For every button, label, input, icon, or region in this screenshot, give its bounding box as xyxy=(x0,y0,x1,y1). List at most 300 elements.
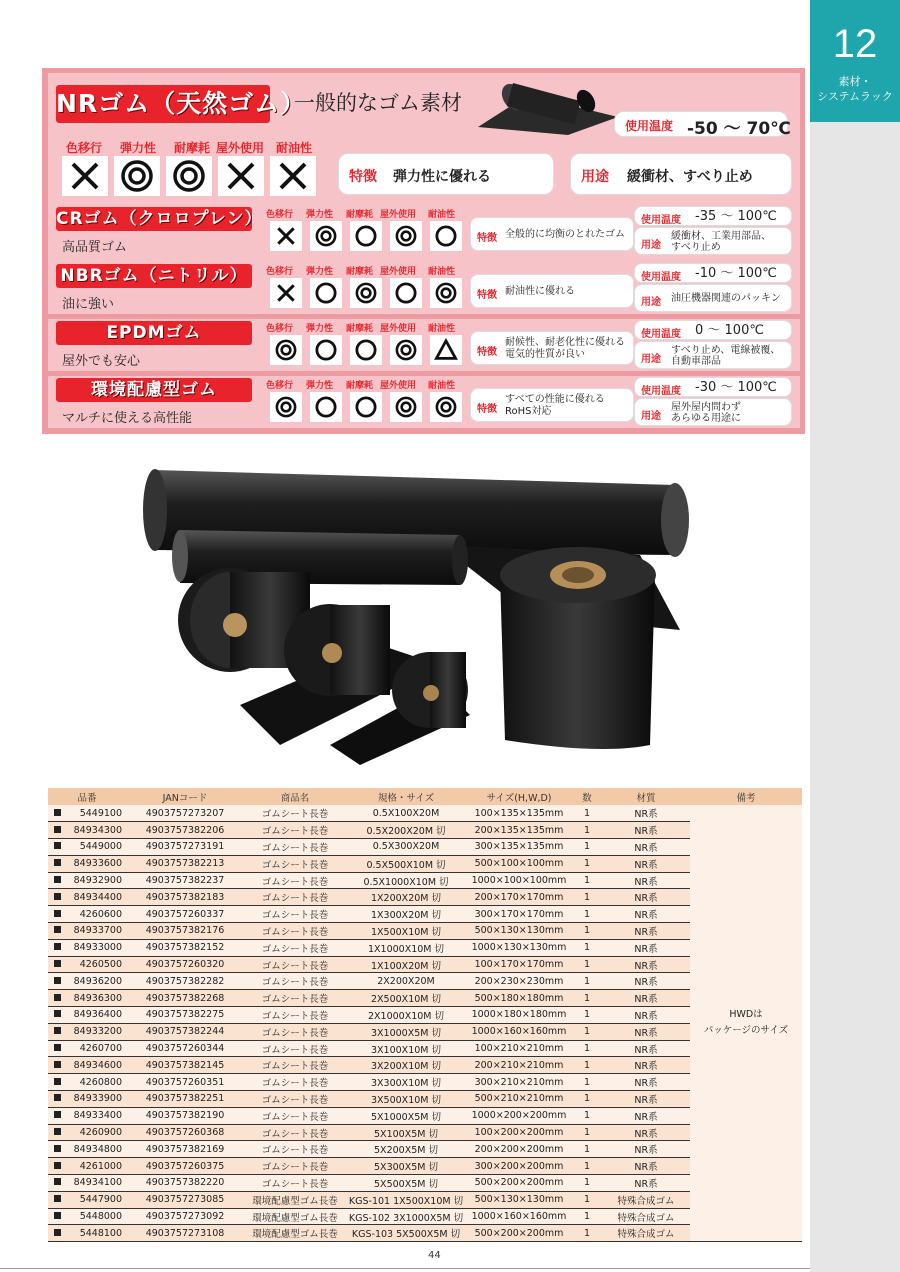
cell-qty: 1 xyxy=(572,1091,602,1108)
temp-value: -10 ～ 100℃ xyxy=(695,266,777,281)
product-code: 84933700 xyxy=(73,925,122,937)
cell-size: 500×200×200mm xyxy=(466,1225,572,1242)
feature-label: 特徴 xyxy=(477,404,497,415)
cell-jan: 4903757382152 xyxy=(126,939,244,956)
cell-material: NR系 xyxy=(602,1074,690,1091)
cell-code xyxy=(48,1124,126,1141)
nr-hdr-color: 色移行 xyxy=(66,141,103,155)
cell-code xyxy=(48,1191,126,1208)
cell-code xyxy=(48,855,126,872)
rubber-roll-icon xyxy=(468,77,628,137)
temp-pill xyxy=(634,263,792,283)
cell-spec: 1X100X20M 切 xyxy=(346,956,466,973)
cell-size: 300×170×170mm xyxy=(466,906,572,923)
cell-remark xyxy=(690,805,802,1242)
cell-name: ゴムシート長巻 xyxy=(244,1124,346,1141)
rating-triangle-icon xyxy=(430,335,462,365)
cell-name: ゴムシート長巻 xyxy=(244,1158,346,1175)
cell-qty: 1 xyxy=(572,939,602,956)
rating-double-icon xyxy=(350,278,382,308)
product-code: 84932900 xyxy=(73,875,122,887)
cell-name: ゴムシート長巻 xyxy=(244,1141,346,1158)
cell-spec: 0.5X200X20M 切 xyxy=(346,822,466,839)
cell-jan: 4903757382244 xyxy=(126,1023,244,1040)
table-header-row xyxy=(48,788,802,805)
rubber-subtitle: 屋外でも安心 xyxy=(62,354,141,369)
hdr-oil: 耐油性 xyxy=(428,324,456,334)
cell-spec: 5X100X5M 切 xyxy=(346,1124,466,1141)
product-table xyxy=(48,788,802,1242)
cell-code xyxy=(48,923,126,940)
cell-code xyxy=(48,1158,126,1175)
product-code: 4260900 xyxy=(79,1127,122,1139)
bullet-icon xyxy=(54,1111,61,1118)
bullet-icon xyxy=(54,1162,61,1169)
use-text-2: あらゆる用途に xyxy=(671,413,741,424)
cell-size: 1000×100×100mm xyxy=(466,872,572,889)
bullet-icon xyxy=(54,1128,61,1135)
th-code: 品番 xyxy=(48,788,126,805)
cell-jan: 4903757273092 xyxy=(126,1208,244,1225)
cell-spec: 3X300X10M 切 xyxy=(346,1074,466,1091)
cell-qty: 1 xyxy=(572,1191,602,1208)
cell-size: 200×200×200mm xyxy=(466,1141,572,1158)
cell-material: NR系 xyxy=(602,906,690,923)
product-code: 84933600 xyxy=(73,858,122,870)
use-pill xyxy=(634,398,792,426)
cell-jan: 4903757382183 xyxy=(126,889,244,906)
cell-code xyxy=(48,805,126,822)
product-code: 84934600 xyxy=(73,1059,122,1071)
use-text-2: すべり止め xyxy=(671,242,721,253)
th-size: サイズ(H,W,D) xyxy=(466,788,572,805)
bullet-icon xyxy=(54,826,61,833)
feature-text-2: 電気的性質が良い xyxy=(505,349,585,360)
cell-spec: 3X1000X5M 切 xyxy=(346,1023,466,1040)
table-row xyxy=(48,1124,802,1141)
cell-jan: 4903757260320 xyxy=(126,956,244,973)
rubber-types-panel xyxy=(42,68,805,434)
cell-name: ゴムシート長巻 xyxy=(244,973,346,990)
rating-circle-icon xyxy=(350,335,382,365)
bullet-icon xyxy=(54,893,61,900)
feature-text-1: 耐候性、耐老化性に優れる xyxy=(505,337,625,348)
rating-circle-icon xyxy=(390,278,422,308)
cell-jan: 4903757260337 xyxy=(126,906,244,923)
remark-line-1: HWDは xyxy=(729,1009,763,1021)
table-row xyxy=(48,1107,802,1124)
rating-circle-icon xyxy=(350,221,382,251)
cell-spec: KGS-102 3X1000X5M 切 xyxy=(346,1208,466,1225)
bullet-icon xyxy=(54,994,61,1001)
cell-spec: 2X200X20M xyxy=(346,973,466,990)
cell-qty: 1 xyxy=(572,1208,602,1225)
use-label: 用途 xyxy=(641,354,661,365)
hdr-oil: 耐油性 xyxy=(428,210,456,220)
cell-name: ゴムシート長巻 xyxy=(244,1091,346,1108)
table-row xyxy=(48,1225,802,1242)
bullet-icon xyxy=(54,1078,61,1085)
nr-temp-label: 使用温度 xyxy=(625,119,674,133)
cell-jan: 4903757260344 xyxy=(126,1040,244,1057)
cell-name: ゴムシート長巻 xyxy=(244,1057,346,1074)
cell-name: ゴムシート長巻 xyxy=(244,923,346,940)
table-row xyxy=(48,990,802,1007)
nr-hdr-wear: 耐摩耗 xyxy=(174,141,211,155)
cell-size: 300×200×200mm xyxy=(466,1158,572,1175)
cell-jan: 4903757273108 xyxy=(126,1225,244,1242)
cell-spec: 0.5X500X10M 切 xyxy=(346,855,466,872)
cell-qty: 1 xyxy=(572,1040,602,1057)
rating-double-icon xyxy=(390,221,422,251)
cell-name: ゴムシート長巻 xyxy=(244,956,346,973)
temp-value: 0 ～ 100℃ xyxy=(695,323,764,338)
cell-size: 1000×200×200mm xyxy=(466,1107,572,1124)
rubber-tag: NBRゴム（ニトリル） xyxy=(56,264,252,288)
cell-name: ゴムシート長巻 xyxy=(244,889,346,906)
cell-material: 特殊合成ゴム xyxy=(602,1208,690,1225)
cell-material: NR系 xyxy=(602,822,690,839)
cell-spec: 5X300X5M 切 xyxy=(346,1158,466,1175)
table-row xyxy=(48,889,802,906)
bullet-icon xyxy=(54,943,61,950)
cell-jan: 4903757260351 xyxy=(126,1074,244,1091)
nr-headline: 一般的なゴム素材 xyxy=(294,91,462,115)
cell-size: 1000×180×180mm xyxy=(466,1007,572,1024)
rating-double-icon xyxy=(310,221,342,251)
th-remark: 備考 xyxy=(690,788,802,805)
table-row xyxy=(48,1040,802,1057)
cell-jan: 4903757260368 xyxy=(126,1124,244,1141)
cell-code xyxy=(48,839,126,856)
feature-label: 特徴 xyxy=(477,290,497,301)
cell-qty: 1 xyxy=(572,1158,602,1175)
table-row xyxy=(48,1091,802,1108)
cell-code xyxy=(48,1040,126,1057)
cell-material: NR系 xyxy=(602,990,690,1007)
bullet-icon xyxy=(54,859,61,866)
nr-tag: NRゴム（天然ゴム） xyxy=(56,85,270,123)
table-row xyxy=(48,1007,802,1024)
rating-circle-icon xyxy=(350,392,382,422)
table-row xyxy=(48,1023,802,1040)
nr-feature-label: 特徴 xyxy=(349,169,377,185)
bullet-icon xyxy=(54,1061,61,1068)
temp-label: 使用温度 xyxy=(641,272,681,283)
hdr-color: 色移行 xyxy=(266,324,294,334)
cell-qty: 1 xyxy=(572,855,602,872)
cell-code xyxy=(48,822,126,839)
rating-circle-icon xyxy=(430,221,462,251)
bullet-icon xyxy=(54,960,61,967)
cell-material: NR系 xyxy=(602,855,690,872)
product-code: 4260500 xyxy=(79,959,122,971)
th-jan: JANコード xyxy=(126,788,244,805)
bullet-icon xyxy=(54,1229,61,1236)
cell-name: 環境配慮型ゴム長巻 xyxy=(244,1208,346,1225)
cell-qty: 1 xyxy=(572,1023,602,1040)
use-label: 用途 xyxy=(641,240,661,251)
feature-text-2: RoHS対応 xyxy=(505,406,552,417)
table-row xyxy=(48,923,802,940)
nr-feature-pill xyxy=(338,153,554,195)
use-label: 用途 xyxy=(641,297,661,308)
use-pill xyxy=(634,341,792,369)
table-row xyxy=(48,906,802,923)
cell-name: ゴムシート長巻 xyxy=(244,1107,346,1124)
cell-code xyxy=(48,872,126,889)
table-row xyxy=(48,1208,802,1225)
th-name: 商品名 xyxy=(244,788,346,805)
product-code: 84934300 xyxy=(73,824,122,836)
cell-name: ゴムシート長巻 xyxy=(244,990,346,1007)
hdr-color: 色移行 xyxy=(266,381,294,391)
product-code: 84936200 xyxy=(73,975,122,987)
cell-name: ゴムシート長巻 xyxy=(244,839,346,856)
rubber-subtitle: 高品質ゴム xyxy=(62,240,128,255)
cell-qty: 1 xyxy=(572,1057,602,1074)
cell-spec: 0.5X300X20M xyxy=(346,839,466,856)
cell-code xyxy=(48,1023,126,1040)
rubber-row xyxy=(48,376,800,428)
cell-code xyxy=(48,939,126,956)
table-row xyxy=(48,1074,802,1091)
rating-double-icon xyxy=(390,335,422,365)
use-text-1: 油圧機器関連のパッキン xyxy=(671,293,781,304)
bullet-icon xyxy=(54,977,61,984)
cell-size: 100×210×210mm xyxy=(466,1040,572,1057)
cell-size: 200×170×170mm xyxy=(466,889,572,906)
hdr-outdoor: 屋外使用 xyxy=(380,324,417,334)
cell-code xyxy=(48,1057,126,1074)
product-code: 4260600 xyxy=(79,908,122,920)
temp-pill xyxy=(634,377,792,397)
use-text-1: 屋外屋内問わず xyxy=(671,402,741,413)
cell-material: NR系 xyxy=(602,939,690,956)
cell-material: NR系 xyxy=(602,872,690,889)
cell-spec: 1X500X10M 切 xyxy=(346,923,466,940)
nr-temp-value: -50 ～ 70℃ xyxy=(687,119,791,139)
rubber-row xyxy=(48,319,800,371)
nr-use-label: 用途 xyxy=(581,169,609,185)
cell-jan: 4903757382268 xyxy=(126,990,244,1007)
table-row xyxy=(48,1158,802,1175)
cell-jan: 4903757382237 xyxy=(126,872,244,889)
feature-pill xyxy=(470,331,634,365)
hdr-outdoor: 屋外使用 xyxy=(380,381,417,391)
nr-sym-color xyxy=(62,156,108,196)
feature-pill xyxy=(470,217,634,251)
cell-spec: 5X200X5M 切 xyxy=(346,1141,466,1158)
product-code: 84934800 xyxy=(73,1143,122,1155)
nr-feature-text: 弾力性に優れる xyxy=(393,169,491,185)
hdr-color: 色移行 xyxy=(266,210,294,220)
product-code: 84934100 xyxy=(73,1177,122,1189)
cell-code xyxy=(48,1225,126,1242)
table-row xyxy=(48,939,802,956)
cell-material: NR系 xyxy=(602,805,690,822)
cell-jan: 4903757382275 xyxy=(126,1007,244,1024)
chapter-tab[interactable] xyxy=(810,0,900,122)
cell-size: 1000×160×160mm xyxy=(466,1208,572,1225)
table-row xyxy=(48,839,802,856)
nr-hdr-elastic: 弾力性 xyxy=(120,141,157,155)
cell-name: ゴムシート長巻 xyxy=(244,805,346,822)
table-row xyxy=(48,855,802,872)
cell-name: 環境配慮型ゴム長巻 xyxy=(244,1191,346,1208)
cell-material: NR系 xyxy=(602,889,690,906)
hdr-oil: 耐油性 xyxy=(428,267,456,277)
temp-value: -30 ～ 100℃ xyxy=(695,380,777,395)
cell-code xyxy=(48,1141,126,1158)
product-code: 84936400 xyxy=(73,1009,122,1021)
cell-qty: 1 xyxy=(572,822,602,839)
chapter-title-2: システムラック xyxy=(817,90,893,103)
cell-code xyxy=(48,1074,126,1091)
th-qty: 数 xyxy=(572,788,602,805)
cell-spec: 0.5X1000X10M 切 xyxy=(346,872,466,889)
cell-material: 特殊合成ゴム xyxy=(602,1225,690,1242)
bullet-icon xyxy=(54,1195,61,1202)
cell-qty: 1 xyxy=(572,956,602,973)
cell-material: NR系 xyxy=(602,1175,690,1192)
cell-material: NR系 xyxy=(602,956,690,973)
bullet-icon xyxy=(54,910,61,917)
cell-spec: 1X200X20M 切 xyxy=(346,889,466,906)
bullet-icon xyxy=(54,1027,61,1034)
hdr-elastic: 弾力性 xyxy=(306,210,334,220)
feature-text-1: 全般的に均衡のとれたゴム xyxy=(505,229,625,240)
use-text-1: 緩衝材、工業用部品、 xyxy=(671,231,771,242)
cell-spec: 5X1000X5M 切 xyxy=(346,1107,466,1124)
use-pill xyxy=(634,227,792,255)
rubber-tag: CRゴム（クロロプレン） xyxy=(56,209,263,229)
table-row xyxy=(48,1057,802,1074)
cell-spec: 3X200X10M 切 xyxy=(346,1057,466,1074)
hdr-wear: 耐摩耗 xyxy=(346,210,374,220)
use-text-1: すべり止め、電線被覆、 xyxy=(671,345,781,356)
cell-qty: 1 xyxy=(572,973,602,990)
feature-pill xyxy=(470,388,634,422)
rubber-subtitle: 油に強い xyxy=(62,297,115,312)
product-code: 5448100 xyxy=(79,1227,122,1239)
feature-label: 特徴 xyxy=(477,233,497,244)
product-code: 4261000 xyxy=(79,1160,122,1172)
cell-size: 200×210×210mm xyxy=(466,1057,572,1074)
nr-hdr-outdoor: 屋外使用 xyxy=(216,141,265,155)
cell-name: 環境配慮型ゴム長巻 xyxy=(244,1225,346,1242)
cell-name: ゴムシート長巻 xyxy=(244,939,346,956)
cell-spec: 1X300X20M 切 xyxy=(346,906,466,923)
rubber-row xyxy=(48,205,800,257)
remark-line-2: パッケージのサイズ xyxy=(703,1025,789,1037)
temp-label: 使用温度 xyxy=(641,215,681,226)
cell-code xyxy=(48,906,126,923)
table-row xyxy=(48,1141,802,1158)
th-spec: 規格・サイズ xyxy=(346,788,466,805)
cell-material: NR系 xyxy=(602,1040,690,1057)
cell-size: 200×230×230mm xyxy=(466,973,572,990)
side-strip xyxy=(810,0,900,1272)
hdr-wear: 耐摩耗 xyxy=(346,381,374,391)
cell-qty: 1 xyxy=(572,805,602,822)
chapter-number: 12 xyxy=(832,22,878,66)
cell-qty: 1 xyxy=(572,1007,602,1024)
rubber-row xyxy=(48,262,800,314)
product-code: 84933900 xyxy=(73,1093,122,1105)
bottom-rule xyxy=(0,1268,810,1269)
nr-sym-outdoor xyxy=(218,156,264,196)
cell-size: 500×100×100mm xyxy=(466,855,572,872)
cell-size: 1000×160×160mm xyxy=(466,1023,572,1040)
rating-double-icon xyxy=(430,392,462,422)
rubber-tag: EPDMゴム xyxy=(56,321,252,345)
nr-sym-elastic xyxy=(114,156,160,196)
bullet-icon xyxy=(54,1212,61,1219)
table-row xyxy=(48,973,802,990)
cell-name: ゴムシート長巻 xyxy=(244,1023,346,1040)
nr-hdr-oil: 耐油性 xyxy=(276,141,313,155)
hdr-elastic: 弾力性 xyxy=(306,324,334,334)
cell-jan: 4903757382213 xyxy=(126,855,244,872)
cell-material: NR系 xyxy=(602,1057,690,1074)
cell-jan: 4903757260375 xyxy=(126,1158,244,1175)
cell-spec: 2X500X10M 切 xyxy=(346,990,466,1007)
nr-sym-oil xyxy=(270,156,316,196)
product-code: 4260800 xyxy=(79,1076,122,1088)
product-code: 84934400 xyxy=(73,891,122,903)
table-body xyxy=(48,805,802,1242)
cell-material: NR系 xyxy=(602,1158,690,1175)
nr-sym-wear xyxy=(166,156,212,196)
cell-name: ゴムシート長巻 xyxy=(244,1040,346,1057)
cell-jan: 4903757382206 xyxy=(126,822,244,839)
cell-jan: 4903757273085 xyxy=(126,1191,244,1208)
cell-qty: 1 xyxy=(572,1175,602,1192)
cell-material: NR系 xyxy=(602,1107,690,1124)
cell-code xyxy=(48,973,126,990)
product-code: 5448000 xyxy=(79,1211,122,1223)
rating-circle-icon xyxy=(310,278,342,308)
cell-material: NR系 xyxy=(602,1141,690,1158)
cell-spec: KGS-101 1X500X10M 切 xyxy=(346,1191,466,1208)
cell-jan: 4903757273191 xyxy=(126,839,244,856)
bullet-icon xyxy=(54,876,61,883)
table-row xyxy=(48,805,802,822)
cell-code xyxy=(48,990,126,1007)
cell-code xyxy=(48,1208,126,1225)
product-code: 4260700 xyxy=(79,1043,122,1055)
table-row xyxy=(48,1175,802,1192)
cell-size: 100×170×170mm xyxy=(466,956,572,973)
product-code: 5449100 xyxy=(79,807,122,819)
cell-qty: 1 xyxy=(572,990,602,1007)
cell-size: 1000×130×130mm xyxy=(466,939,572,956)
cell-name: ゴムシート長巻 xyxy=(244,1007,346,1024)
cell-size: 500×200×200mm xyxy=(466,1175,572,1192)
temp-label: 使用温度 xyxy=(641,329,681,340)
cell-size: 300×210×210mm xyxy=(466,1074,572,1091)
hdr-outdoor: 屋外使用 xyxy=(380,267,417,277)
feature-pill xyxy=(470,274,634,308)
rating-double-icon xyxy=(430,278,462,308)
cell-jan: 4903757382145 xyxy=(126,1057,244,1074)
temp-label: 使用温度 xyxy=(641,386,681,397)
use-text-2: 自動車部品 xyxy=(671,356,721,367)
product-code: 84936300 xyxy=(73,992,122,1004)
product-code: 84933000 xyxy=(73,942,122,954)
feature-text-1: すべての性能に優れる xyxy=(505,394,605,405)
